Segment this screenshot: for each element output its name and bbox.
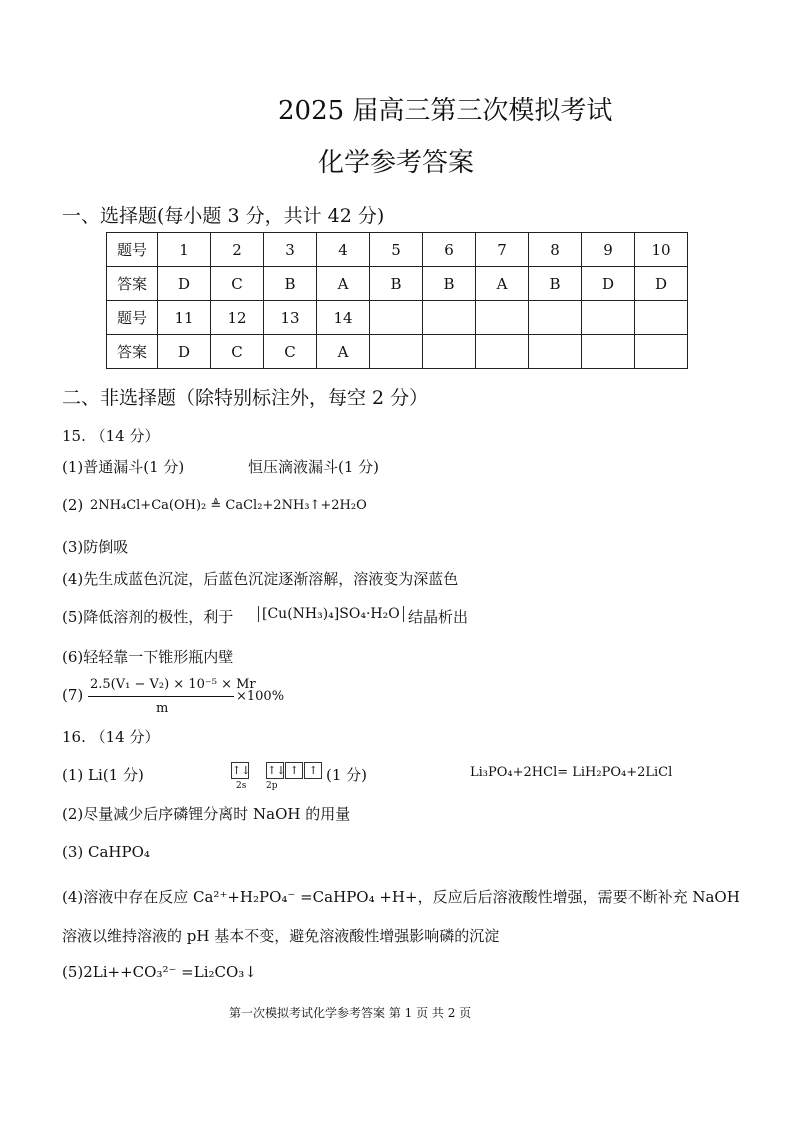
q16-answer-5: (5)2Li++CO₃²⁻ =Li₂CO₃↓ <box>62 963 257 981</box>
table-cell <box>582 335 635 369</box>
table-cell: C <box>211 335 264 369</box>
table-cell: 11 <box>158 301 211 335</box>
q16-title: 16. （14 分） <box>62 728 160 746</box>
q16-answer-1-prefix: (1) Li(1 分) <box>62 766 144 784</box>
table-row <box>107 335 688 369</box>
orbital-2s-label: 2s <box>236 781 247 791</box>
q16-answer-1-mark: (1 分) <box>326 766 368 784</box>
table-cell: 14 <box>317 301 370 335</box>
table-cell: 5 <box>370 233 423 267</box>
table-cell: 9 <box>582 233 635 267</box>
q16-answer-4-line2: 溶液以维持溶液的 pH 基本不变，避免溶液酸性增强影响磷的沉淀 <box>62 927 500 945</box>
table-cell: A <box>317 267 370 301</box>
table-cell: A <box>317 335 370 369</box>
table-row <box>107 301 688 335</box>
q15-answer-2-prefix: (2) <box>62 496 84 514</box>
answer-table <box>106 232 688 369</box>
page-footer: 第一次模拟考试化学参考答案 第 1 页 共 2 页 <box>229 1006 472 1020</box>
table-cell: D <box>582 267 635 301</box>
q15-answer-5-complex: [Cu(NH₃)₄]SO₄·H₂O <box>258 606 404 622</box>
table-cell: 10 <box>635 233 688 267</box>
table-cell <box>370 335 423 369</box>
orbital-2s-box: ↑↓ <box>232 764 251 777</box>
q15-answer-2-equation: 2NH₄Cl+Ca(OH)₂ ≜ CaCl₂+2NH₃↑+2H₂O <box>90 498 367 513</box>
table-cell <box>635 335 688 369</box>
section1-heading: 一、选择题(每小题 3 分，共计 42 分) <box>62 205 385 227</box>
table-cell <box>582 301 635 335</box>
table-cell <box>529 335 582 369</box>
table-cell: C <box>264 335 317 369</box>
q15-title: 15. （14 分） <box>62 427 160 445</box>
table-row <box>107 233 688 267</box>
table-cell: B <box>264 267 317 301</box>
table-cell: 13 <box>264 301 317 335</box>
orbital-2p-box-1: ↑↓ <box>267 764 286 777</box>
table-cell: B <box>370 267 423 301</box>
table-cell: A <box>476 267 529 301</box>
q15-answer-7-fraction-bar <box>88 696 234 697</box>
q15-answer-7-numerator: 2.5(V₁ − V₂) × 10⁻⁵ × Mr <box>90 677 256 692</box>
table-cell: 7 <box>476 233 529 267</box>
table-cell: 8 <box>529 233 582 267</box>
table-cell: 1 <box>158 233 211 267</box>
section2-heading: 二、非选择题（除特别标注外，每空 2 分） <box>62 387 429 409</box>
table-cell: 12 <box>211 301 264 335</box>
table-cell <box>635 301 688 335</box>
table-cell <box>370 301 423 335</box>
table-row-header: 题号 <box>107 233 158 267</box>
table-cell: D <box>158 267 211 301</box>
orbital-diagram <box>231 760 323 779</box>
page-subtitle: 化学参考答案 <box>318 148 475 178</box>
orbital-2p-box-3: ↑ <box>304 762 322 779</box>
table-row-header: 答案 <box>107 267 158 301</box>
table-cell: 2 <box>211 233 264 267</box>
q15-answer-4: (4)先生成蓝色沉淀，后蓝色沉淀逐渐溶解，溶液变为深蓝色 <box>62 570 459 588</box>
q15-answer-3: (3)防倒吸 <box>62 538 129 556</box>
table-row-header: 题号 <box>107 301 158 335</box>
table-cell: B <box>423 267 476 301</box>
table-cell: D <box>635 267 688 301</box>
table-cell: B <box>529 267 582 301</box>
q16-answer-3: (3) CaHPO₄ <box>62 843 150 861</box>
q15-answer-7-denominator: m <box>156 701 169 716</box>
q15-answer-1a: (1)普通漏斗(1 分) <box>62 458 185 476</box>
table-cell <box>476 335 529 369</box>
page-title: 2025 届高三第三次模拟考试 <box>278 96 613 126</box>
q16-answer-1-equation: Li₃PO₄+2HCl= LiH₂PO₄+2LiCl <box>470 765 673 780</box>
q15-answer-7-prefix: (7) <box>62 686 84 704</box>
q16-answer-4-line1: (4)溶液中存在反应 Ca²⁺+H₂PO₄⁻ =CaHPO₄ +H+，反应后后溶液酸性增强，需要不断补充 NaOH <box>62 888 740 906</box>
orbital-2p-box-2: ↑ <box>285 762 303 779</box>
table-row <box>107 267 688 301</box>
table-cell: 4 <box>317 233 370 267</box>
table-cell: 6 <box>423 233 476 267</box>
q15-answer-1b: 恒压滴液漏斗(1 分) <box>248 458 380 476</box>
q15-answer-5-suffix: 结晶析出 <box>408 608 469 626</box>
q15-answer-7-suffix: ×100% <box>236 689 285 704</box>
table-cell <box>529 301 582 335</box>
table-cell <box>423 335 476 369</box>
q15-answer-5-prefix: (5)降低溶剂的极性，利于 <box>62 608 234 626</box>
table-cell <box>476 301 529 335</box>
table-cell <box>423 301 476 335</box>
table-row-header: 答案 <box>107 335 158 369</box>
orbital-2p-label: 2p <box>266 781 278 791</box>
table-cell: C <box>211 267 264 301</box>
q16-answer-2: (2)尽量减少后序磷锂分离时 NaOH 的用量 <box>62 805 351 823</box>
q15-answer-6: (6)轻轻靠一下锥形瓶内壁 <box>62 648 234 666</box>
table-cell: 3 <box>264 233 317 267</box>
table-cell: D <box>158 335 211 369</box>
